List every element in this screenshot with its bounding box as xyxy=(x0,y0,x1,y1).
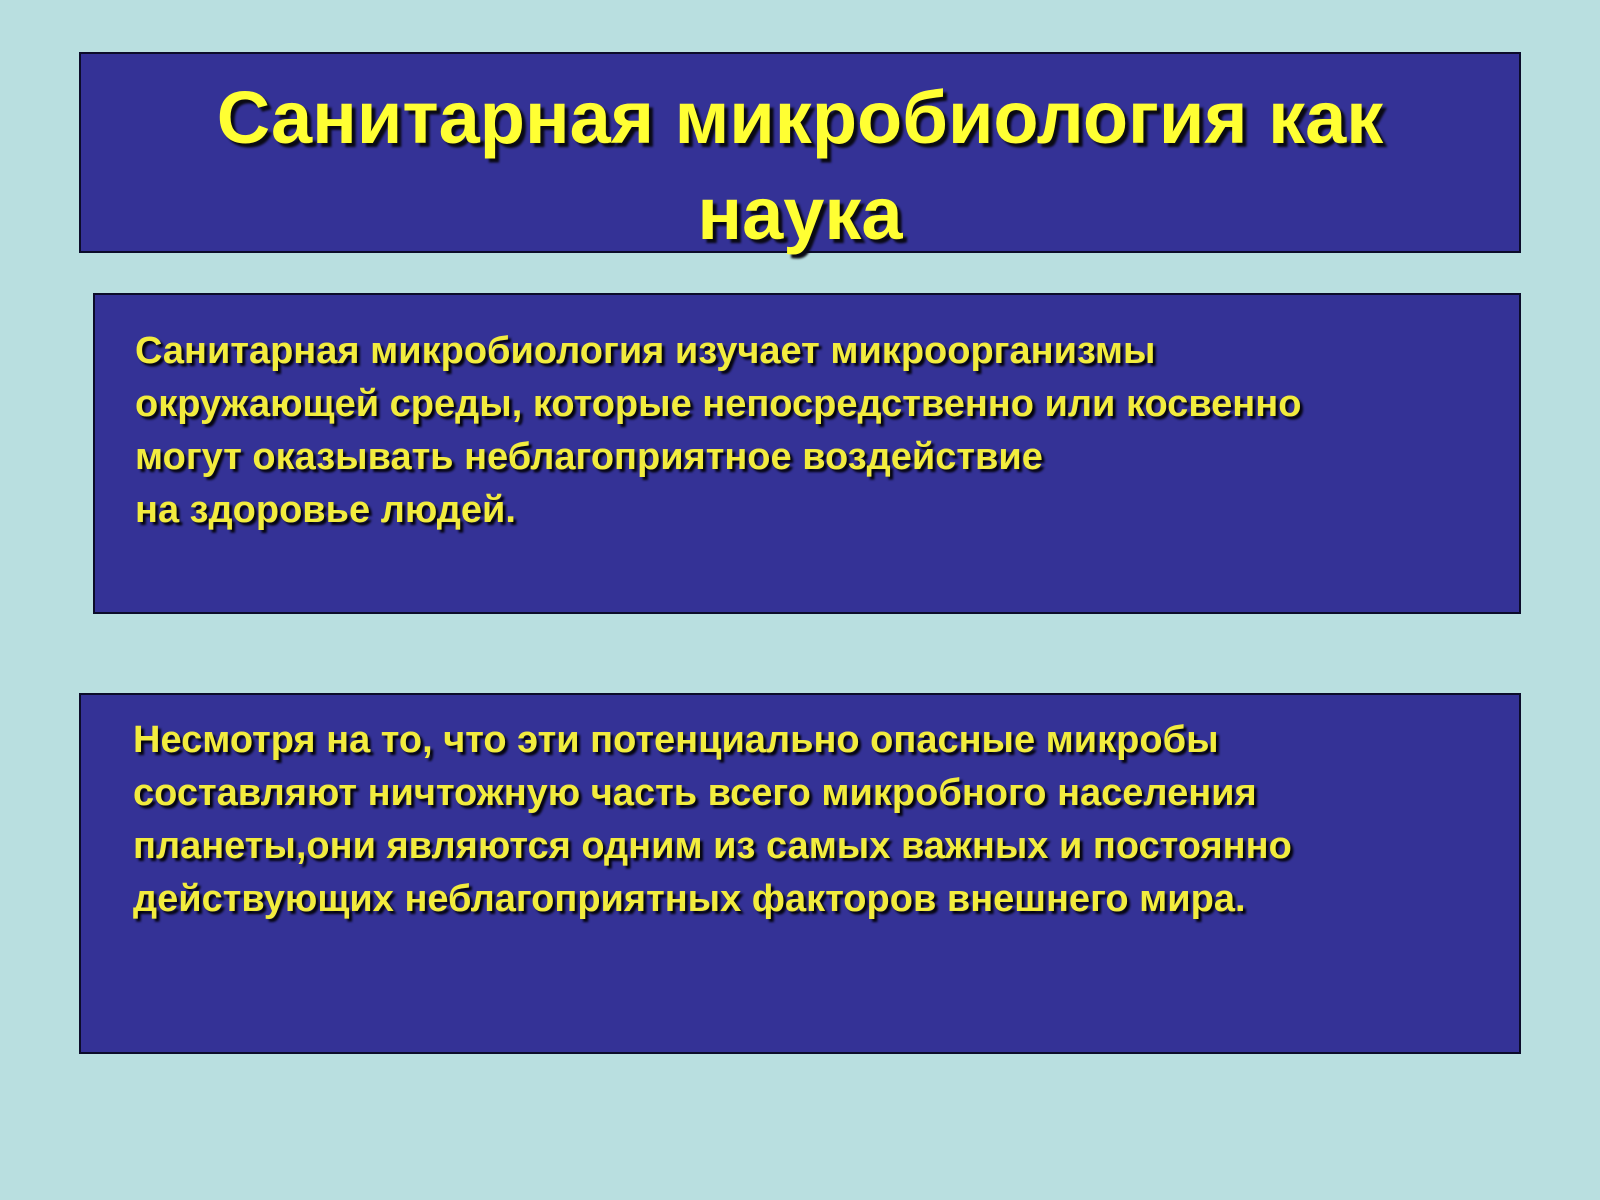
definition-text: Санитарная микробиология изучает микроорганизмы окружающей среды, которые непосредственно или косвенно могут оказывать неблагоприятное воздействие на здоровье людей. xyxy=(135,330,1302,531)
slide-title: Санитарная микробиология как наука xyxy=(216,76,1384,255)
title-box xyxy=(79,52,1521,253)
significance-text: Несмотря на то, что эти потенциально опасные микробы составляют ничтожную часть всего микробного населения планеты,они являются одним из самых важных и постоянно действующих неблагоприятных факторов внешнего мира. xyxy=(133,719,1292,920)
significance-box xyxy=(79,693,1521,1054)
definition-box xyxy=(93,293,1521,614)
